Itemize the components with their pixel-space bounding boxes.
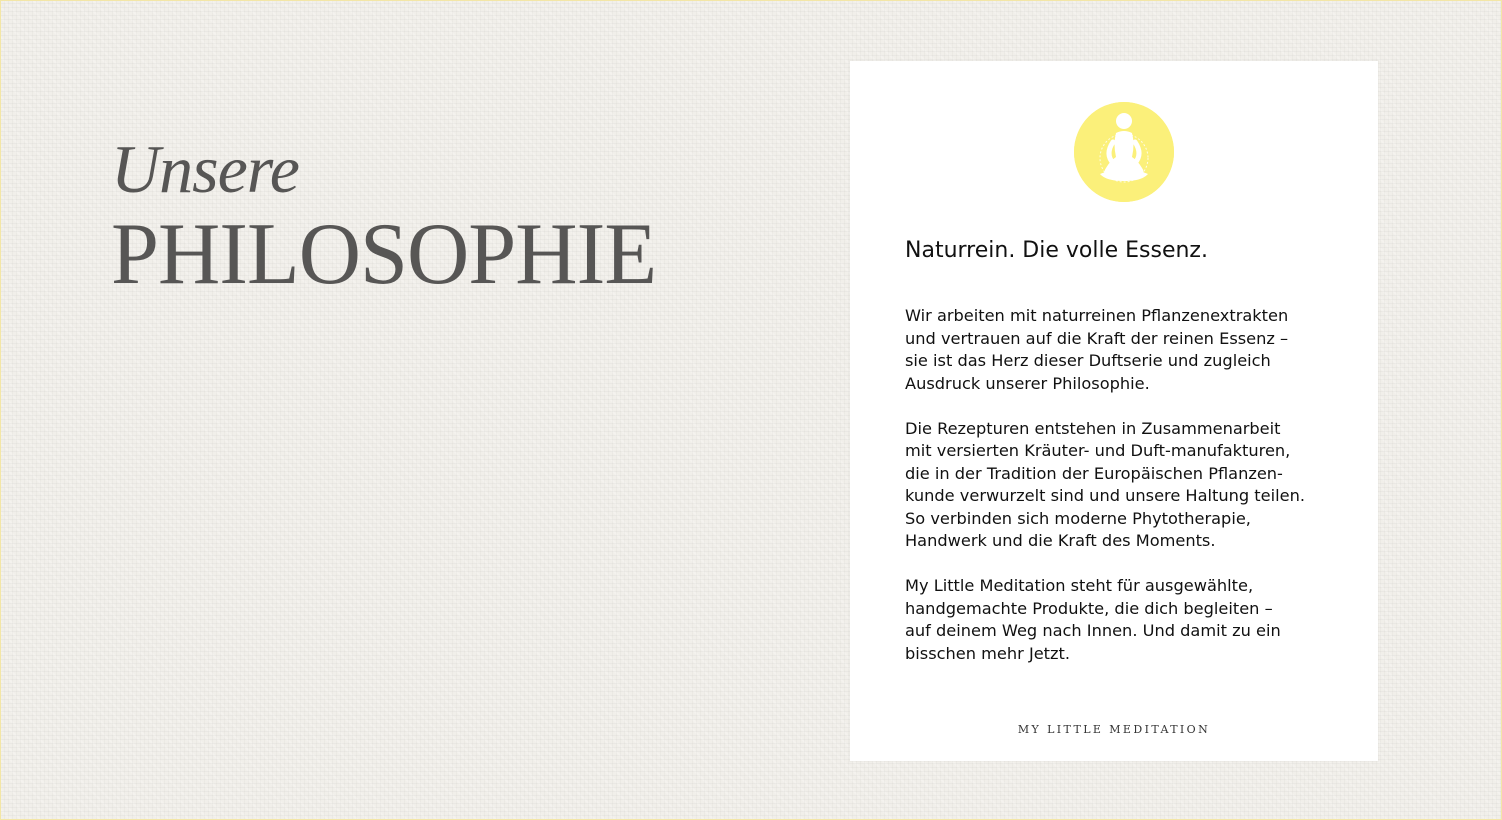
paragraph-extracts: Wir arbeiten mit naturreinen Pflanzenextrakten und vertrauen auf die Kraft der reinen Essenz – sie ist das Herz dieser Duftserie und zugleich Ausdruck unserer Philosophie.	[905, 306, 1289, 393]
meditation-icon	[1074, 102, 1174, 202]
page-heading	[111, 129, 667, 301]
heading-title: PHILOSOPHIE	[111, 206, 657, 303]
paragraph-brand: My Little Meditation steht für ausgewählte, handgemachte Produkte, die dich begleiten – auf deinem Weg nach Innen. Und damit zu ein bisschen mehr Jetzt.	[905, 576, 1281, 663]
philosophy-card	[850, 61, 1378, 761]
paragraph-recipes: Die Rezepturen entstehen in Zusammenarbeit mit versierten Kräuter- und Duft-manufakturen, die in der Tradition der Europäischen Pflanzen- kunde verwurzelt sind und unsere Haltung teilen. So verbinden sich moderne Phytotherapie, Handwerk und die Kraft des Moments.	[905, 418, 1305, 550]
heading-subtitle: Unsere	[111, 131, 299, 207]
card-title: Naturrein. Die volle Essenz.	[905, 238, 1208, 263]
card-body	[905, 305, 1355, 688]
brand-footer: MY LITTLE MEDITATION	[1017, 723, 1211, 736]
